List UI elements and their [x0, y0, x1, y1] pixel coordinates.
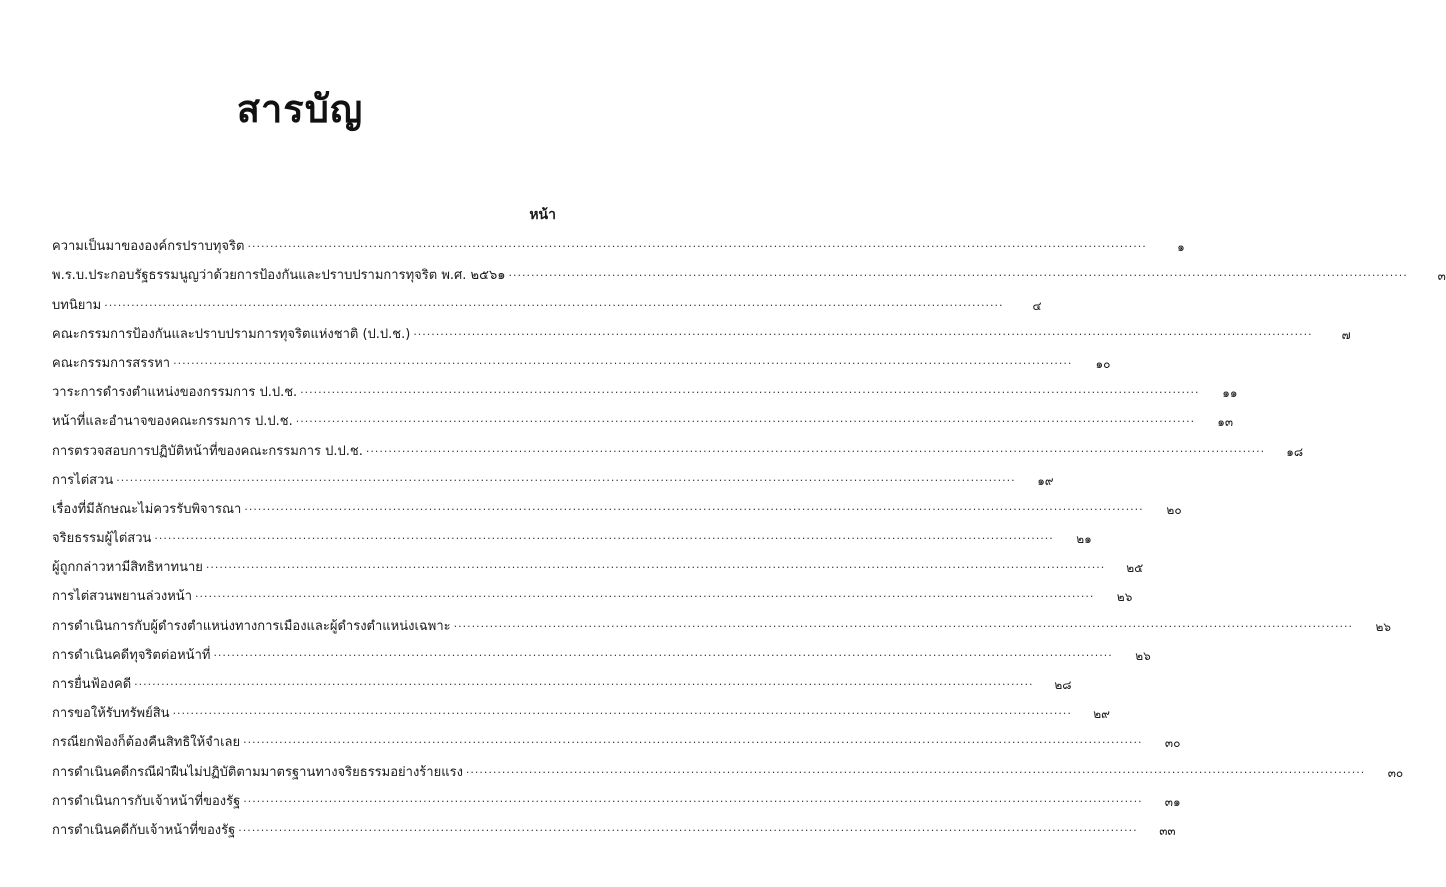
toc-entry-page: ๑๙ [1037, 473, 1054, 488]
toc-entry-page: ๑๘ [1286, 444, 1304, 459]
toc-entry [52, 781, 1181, 810]
toc-entry [52, 255, 1446, 284]
toc-leader-dots: ........................................................................................................................................................................................................ [104, 295, 1004, 309]
toc-leader-dots: ........................................................................................................................................................................................................ [243, 791, 1143, 805]
toc-entry-title: การดำเนินคดีกรณีฝ่าฝืนไม่ปฏิบัติตามมาตรฐานทางจริยธรรมอย่างร้ายแรง [52, 765, 466, 781]
toc-entry-page: ๓๓ [1159, 823, 1176, 838]
toc-entry-title: พ.ร.บ.ประกอบรัฐธรรมนูญว่าด้วยการป้องกันและปราบปรามการทุจริต พ.ศ. ๒๕๖๑ [52, 268, 508, 284]
toc-entry-page: ๑ [1177, 240, 1185, 255]
toc-entry [52, 722, 1181, 751]
toc-entry [52, 226, 1185, 255]
toc-entry [52, 430, 1304, 459]
toc-entry-page: ๑๑ [1222, 386, 1238, 401]
toc-leader-dots: ........................................................................................................................................................................................................ [172, 704, 1072, 718]
toc-entry-page: ๑๓ [1217, 415, 1234, 430]
page-title: สารบัญ [236, 87, 364, 131]
toc-entry [52, 547, 1144, 576]
toc-leader-dots: ........................................................................................................................................................................................................ [508, 266, 1408, 280]
toc-entry-title: การดำเนินการกับผู้ดำรงตำแหน่งทางการเมืองและผู้ดำรงตำแหน่งเฉพาะ [52, 619, 454, 635]
toc-entry-title: การตรวจสอบการปฏิบัติหน้าที่ของคณะกรรมการ ป.ป.ช. [52, 444, 366, 460]
toc-entry [52, 605, 1391, 634]
toc-entry-title: การดำเนินการกับเจ้าหน้าที่ของรัฐ [52, 794, 243, 810]
toc-entry [52, 284, 1042, 313]
toc-entry-page: ๗ [1341, 327, 1351, 342]
toc-entry-title: คณะกรรมการสรรหา [52, 356, 173, 372]
toc-leader-dots: ........................................................................................................................................................................................................ [413, 324, 1313, 338]
toc-entry [52, 460, 1054, 489]
toc-entry [52, 751, 1404, 780]
toc-entry-title: การดำเนินคดีกับเจ้าหน้าที่ของรัฐ [52, 823, 238, 839]
toc-leader-dots: ........................................................................................................................................................................................................ [116, 470, 1016, 484]
toc-entry [52, 693, 1110, 722]
toc-entry [52, 314, 1351, 343]
toc-entry-page: ๔ [1032, 298, 1042, 313]
toc-leader-dots: ........................................................................................................................................................................................................ [238, 820, 1138, 834]
toc-entry [52, 810, 1176, 839]
toc-entry-page: ๒๐ [1166, 502, 1182, 517]
toc-entry-title: การยื่นฟ้องคดี [52, 677, 134, 693]
toc-leader-dots: ........................................................................................................................................................................................................ [247, 237, 1147, 251]
toc-entry-page: ๓๐ [1387, 765, 1404, 780]
toc-entry-page: ๒๘ [1054, 678, 1072, 692]
toc-leader-dots: ........................................................................................................................................................................................................ [243, 733, 1143, 747]
toc-leader-dots: ........................................................................................................................................................................................................ [295, 412, 1196, 426]
toc-leader-dots: ........................................................................................................................................................................................................ [465, 762, 1366, 776]
toc-entry-page: ๓ [1437, 269, 1446, 284]
toc-entry [52, 664, 1072, 693]
toc-entry [52, 372, 1238, 401]
toc-entry-title: คณะกรรมการป้องกันและปราบปรามการทุจริตแห่งชาติ (ป.ป.ช.) [52, 327, 413, 343]
toc-entry-title: การขอให้รับทรัพย์สิน [52, 706, 173, 722]
toc-leader-dots: ........................................................................................................................................................................................................ [134, 675, 1034, 688]
toc-leader-dots: ........................................................................................................................................................................................................ [365, 441, 1266, 455]
toc-entry-title: ความเป็นมาขององค์กรปราบทุจริต [52, 239, 247, 255]
toc-entry-page: ๒๕ [1126, 561, 1144, 576]
toc-entry [52, 518, 1092, 547]
toc-leader-dots: ........................................................................................................................................................................................................ [195, 587, 1095, 601]
toc-leader-dots: ........................................................................................................................................................................................................ [244, 499, 1144, 513]
toc-entry-page: ๑๐ [1095, 356, 1111, 371]
toc-entry-title: กรณียกฟ้องก็ต้องคืนสิทธิให้จำเลย [52, 735, 243, 751]
toc-leader-dots: ........................................................................................................................................................................................................ [453, 616, 1353, 630]
toc-entry [52, 489, 1182, 518]
toc-entry-page: ๒๖ [1135, 648, 1151, 663]
toc-entry-page: ๒๑ [1076, 532, 1092, 547]
toc-entry [52, 401, 1234, 430]
toc-entry-title: บทนิยาม [52, 298, 104, 314]
toc-entry-page: ๓๐ [1164, 736, 1181, 751]
toc-leader-dots: ........................................................................................................................................................................................................ [205, 558, 1106, 572]
toc-entry-title: วาระการดำรงตำแหน่งของกรรมการ ป.ป.ช. [52, 385, 300, 401]
toc-entry-page: ๓๑ [1164, 794, 1181, 809]
toc-leader-dots: ........................................................................................................................................................................................................ [154, 529, 1054, 543]
toc-entry-page: ๒๖ [1116, 590, 1133, 605]
toc-entry-page: ๒๙ [1093, 707, 1110, 722]
toc-entry-title: การดำเนินคดีทุจริตต่อหน้าที่ [52, 648, 213, 664]
toc-entry-title: ผู้ถูกกล่าวหามีสิทธิหาทนาย [52, 560, 206, 576]
toc-entry-title: การไต่สวน [52, 473, 116, 489]
toc-leader-dots: ........................................................................................................................................................................................................ [213, 645, 1113, 659]
toc-leader-dots: ........................................................................................................................................................................................................ [173, 353, 1073, 367]
toc-entry-title: จริยธรรมผู้ไต่สวน [52, 531, 154, 547]
page-column-header: หน้า [529, 207, 556, 223]
toc-entry-page: ๒๖ [1375, 619, 1391, 634]
toc-leader-dots: ........................................................................................................................................................................................................ [300, 383, 1200, 397]
toc-entry-title: การไต่สวนพยานล่วงหน้า [52, 589, 195, 605]
table-of-contents [52, 226, 1446, 839]
toc-entry [52, 576, 1133, 605]
toc-entry-title: เรื่องที่มีลักษณะไม่ควรรับพิจารณา [52, 502, 244, 518]
toc-entry [52, 343, 1111, 372]
toc-entry [52, 635, 1151, 664]
toc-entry-title: หน้าที่และอำนาจของคณะกรรมการ ป.ป.ช. [52, 414, 296, 430]
